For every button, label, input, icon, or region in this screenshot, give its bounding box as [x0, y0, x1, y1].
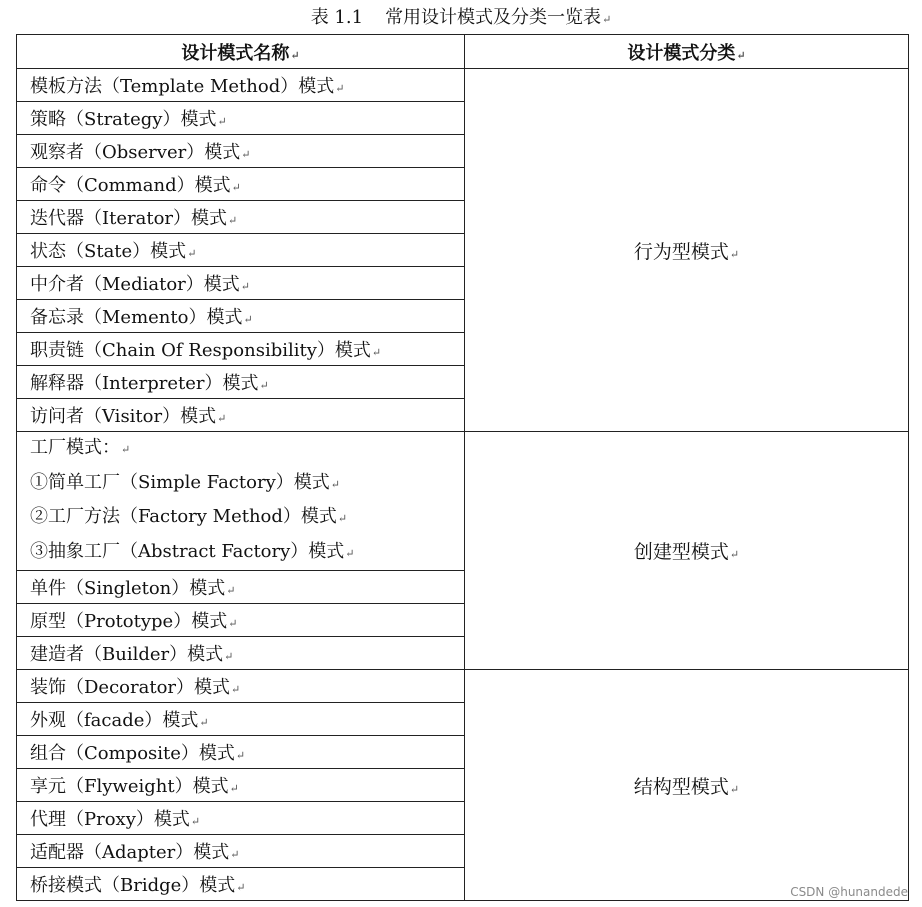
table-caption [0, 6, 922, 32]
paragraph-mark-icon: ↵ [602, 13, 612, 26]
pattern-name-cell [17, 69, 465, 102]
pattern-name-cell [17, 769, 465, 802]
pattern-name: 外观（facade）模式↵ [30, 710, 209, 731]
pattern-name: 状态（State）模式↵ [30, 241, 197, 262]
paragraph-mark-icon: ↵ [217, 412, 227, 425]
pattern-name-cell [17, 868, 465, 901]
pattern-name-cell [17, 366, 465, 399]
pattern-name-cell [17, 333, 465, 366]
paragraph-mark-icon: ↵ [243, 313, 253, 326]
paragraph-mark-icon: ↵ [228, 214, 238, 227]
pattern-name-cell [17, 604, 465, 637]
pattern-name-cell [17, 637, 465, 670]
paragraph-mark-icon: ↵ [330, 477, 340, 491]
pattern-name: 观察者（Observer）模式↵ [30, 142, 251, 163]
pattern-name: 原型（Prototype）模式↵ [30, 611, 238, 632]
paragraph-mark-icon: ↵ [231, 683, 241, 696]
pattern-name: ②工厂方法（Factory Method）模式↵ [30, 506, 348, 527]
pattern-name-cell [17, 432, 465, 571]
paragraph-mark-icon: ↵ [199, 716, 209, 729]
pattern-name: 中介者（Mediator）模式↵ [30, 274, 250, 295]
header-pattern-category: 设计模式分类↵ [465, 35, 909, 69]
pattern-name: 单件（Singleton）模式↵ [30, 578, 236, 599]
pattern-name-cell [17, 399, 465, 432]
pattern-name: 模板方法（Template Method）模式↵ [30, 76, 345, 97]
paragraph-mark-icon: ↵ [729, 247, 740, 261]
paragraph-mark-icon: ↵ [241, 148, 251, 161]
caption-number: 表 1.1 [310, 7, 364, 28]
paragraph-mark-icon: ↵ [121, 443, 131, 456]
pattern-name: 代理（Proxy）模式↵ [30, 809, 201, 830]
pattern-name-cell [17, 802, 465, 835]
table-body [17, 69, 909, 901]
pattern-name-cell [17, 267, 465, 300]
paragraph-mark-icon: ↵ [228, 617, 238, 630]
pattern-name: 备忘录（Memento）模式↵ [30, 307, 253, 328]
paragraph-mark-icon: ↵ [230, 848, 240, 861]
pattern-name: 建造者（Builder）模式↵ [30, 644, 234, 665]
paragraph-mark-icon: ↵ [290, 48, 300, 62]
paragraph-mark-icon: ↵ [235, 749, 246, 762]
pattern-name-cell [17, 300, 465, 333]
pattern-name: 命令（Command）模式↵ [30, 175, 241, 196]
pattern-category: 行为型模式 [633, 240, 729, 263]
table-row [17, 432, 909, 571]
paragraph-mark-icon: ↵ [729, 548, 740, 561]
paragraph-mark-icon: ↵ [190, 815, 201, 828]
pattern-name: 迭代器（Iterator）模式↵ [30, 208, 238, 229]
pattern-name-cell [17, 736, 465, 769]
pattern-name-cell [17, 835, 465, 868]
pattern-name: 访问者（Visitor）模式↵ [30, 406, 227, 427]
pattern-name: ①简单工厂（Simple Factory）模式↵ [30, 471, 340, 493]
pattern-name: 享元（Flyweight）模式↵ [30, 776, 239, 797]
pattern-name-cell [17, 703, 465, 736]
paragraph-mark-icon: ↵ [337, 512, 348, 525]
pattern-name: 工厂模式：↵ [30, 437, 131, 458]
paragraph-mark-icon: ↵ [236, 881, 246, 894]
pattern-name-cell [17, 670, 465, 703]
pattern-name-cell [17, 201, 465, 234]
caption-title: 常用设计模式及分类一览表 [385, 7, 602, 28]
paragraph-mark-icon: ↵ [187, 247, 197, 260]
table-row [17, 69, 909, 102]
pattern-category-cell [465, 432, 909, 670]
header-row [17, 35, 909, 69]
pattern-category: 结构型模式 [633, 775, 729, 798]
table-row [17, 670, 909, 703]
pattern-name: 装饰（Decorator）模式↵ [30, 677, 241, 698]
paragraph-mark-icon: ↵ [224, 650, 234, 663]
paragraph-mark-icon: ↵ [335, 82, 345, 95]
watermark: CSDN @hunandede [790, 885, 908, 899]
paragraph-mark-icon: ↵ [229, 782, 239, 795]
pattern-name: 适配器（Adapter）模式↵ [30, 842, 240, 863]
pattern-name-cell [17, 234, 465, 267]
pattern-name-cell [17, 102, 465, 135]
pattern-name: ③抽象工厂（Abstract Factory）模式↵ [30, 540, 355, 562]
paragraph-mark-icon: ↵ [729, 782, 740, 796]
pattern-name-cell [17, 571, 465, 604]
paragraph-mark-icon: ↵ [240, 280, 250, 293]
paragraph-mark-icon: ↵ [259, 379, 269, 392]
paragraph-mark-icon: ↵ [217, 115, 227, 128]
paragraph-mark-icon: ↵ [226, 584, 236, 597]
pattern-name: 组合（Composite）模式↵ [30, 743, 246, 764]
pattern-name-cell [17, 168, 465, 201]
design-patterns-table [16, 34, 909, 901]
pattern-category: 创建型模式 [633, 541, 729, 563]
pattern-category-cell [465, 670, 909, 901]
pattern-category-cell [465, 69, 909, 432]
pattern-name: 解释器（Interpreter）模式↵ [30, 373, 269, 394]
pattern-name-cell [17, 135, 465, 168]
pattern-name: 桥接模式（Bridge）模式↵ [30, 875, 246, 896]
paragraph-mark-icon: ↵ [736, 48, 746, 62]
pattern-name: 策略（Strategy）模式↵ [30, 109, 227, 130]
pattern-name: 职责链（Chain Of Responsibility）模式↵ [30, 340, 382, 361]
paragraph-mark-icon: ↵ [231, 181, 241, 194]
paragraph-mark-icon: ↵ [345, 546, 355, 560]
paragraph-mark-icon: ↵ [371, 346, 382, 359]
header-pattern-name: 设计模式名称↵ [17, 35, 465, 69]
